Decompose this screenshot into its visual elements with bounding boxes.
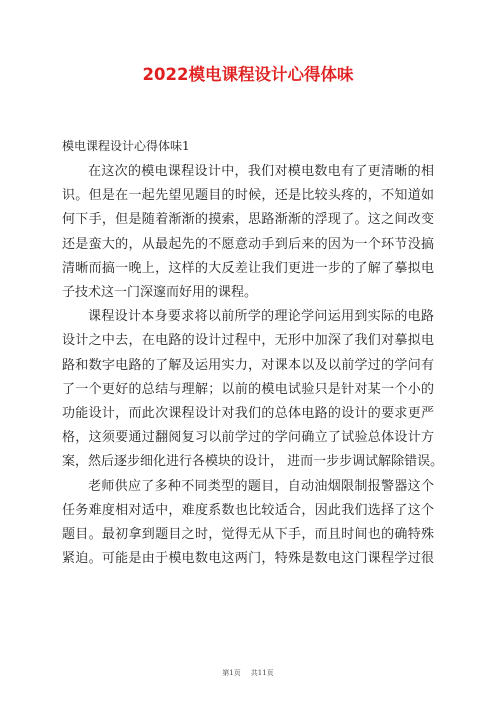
page-number: 第1页 — [222, 669, 241, 677]
paragraph-line: 子技术这一门深邃而好用的课程。 — [62, 285, 258, 301]
paragraph — [62, 305, 444, 474]
paragraph-line: 任务难度相对适中，难度系数也比较适合，因此我们选择了这个 — [62, 502, 434, 518]
paragraph-line: 在这次的模电课程设计中，我们对模电数电有了更清晰的相 — [88, 164, 434, 179]
paragraph-line: 还是蛮大的，从最起先的不愿意动手到后来的因为一个环节没搞 — [62, 236, 434, 252]
paragraph-line: 识。但是在一起先望见题目的时候，还是比较头疼的，不知道如 — [62, 188, 434, 204]
paragraph-line: 何下手，但是随着渐渐的摸索，思路渐渐的浮现了。这之间改变 — [62, 212, 434, 228]
document-body — [62, 160, 444, 571]
paragraph — [62, 475, 434, 572]
document-title: 2022模电课程设计心得体味 — [142, 65, 354, 84]
paragraph-line: 课程设计本身要求将以前所学的理论学问运用到实际的电路 — [88, 309, 434, 325]
paragraph-line: 案，然后逐步细化进行各模块的设计， 进而一步步调试解除错误。 — [62, 454, 444, 470]
page-total: 共11页 — [250, 669, 274, 677]
page-footer — [0, 668, 496, 678]
paragraph-line: 设计之中去，在电路的设计过程中，无形中加深了我们对摹拟电 — [62, 333, 434, 349]
paragraph-line: 功能设计，而此次课程设计对我们的总体电路的设计的要求更严 — [62, 406, 434, 422]
paragraph — [62, 160, 434, 305]
paragraph-line: 题目。最初拿到题目之时，觉得无从下手，而且时间也的确特殊 — [62, 527, 434, 543]
paragraph-line: 清晰而搞一晚上，这样的大反差让我们更进一步的了解了摹拟电 — [62, 260, 434, 276]
paragraph-line: 了一个更好的总结与理解；以前的模电试验只是针对某一个小的 — [62, 381, 434, 397]
paragraph-line: 老师供应了多种不同类型的题目，自动油烟限制报警器这个 — [88, 478, 434, 494]
paragraph-line: 格，这须要通过翻阅复习以前学过的学问确立了试验总体设计方 — [62, 430, 434, 446]
paragraph-line: 紧迫。可能是由于模电数电这两门，特殊是数电这门课程学过很 — [62, 551, 434, 567]
paragraph-line: 路和数字电路的了解及运用实力，对课本以及以前学过的学问有 — [62, 357, 434, 373]
section-heading: 模电课程设计心得体味1 — [62, 139, 190, 153]
